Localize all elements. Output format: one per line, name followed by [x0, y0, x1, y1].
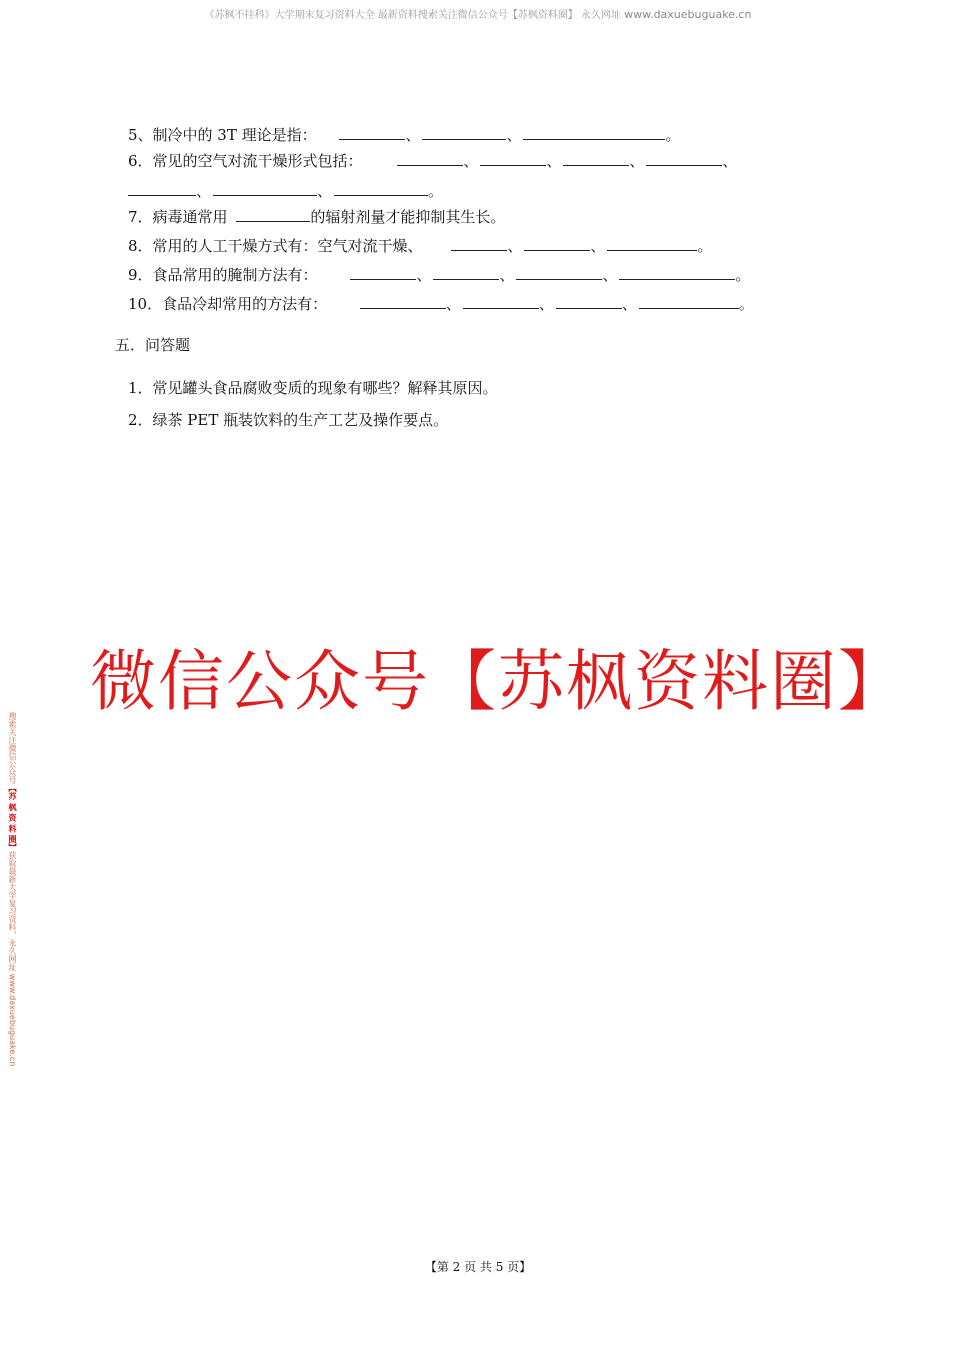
answer-blank[interactable] — [128, 180, 196, 196]
answer-blank[interactable] — [639, 293, 739, 309]
answer-blank[interactable] — [516, 264, 602, 280]
answer-blank[interactable] — [524, 235, 590, 251]
answer-blank[interactable] — [480, 150, 546, 166]
question-6: 6．常见的空气对流干燥形式包括： 、 、 、 、 — [128, 152, 738, 170]
answer-blank[interactable] — [236, 206, 310, 222]
question-6-cont: 、 、 。 — [128, 180, 443, 200]
answer-blank[interactable] — [339, 124, 405, 140]
question-8: 8．常用的人工干燥方式有：空气对流干燥、 、 、 。 — [128, 237, 713, 255]
question-7: 7．病毒通常用 的辐射剂量才能抑制其生长。 — [128, 208, 506, 226]
answer-blank[interactable] — [607, 235, 697, 251]
answer-blank[interactable] — [556, 293, 622, 309]
essay-question-1: 1．常见罐头食品腐败变质的现象有哪些？解释其原因。 — [128, 379, 498, 397]
header-url: www.daxuebuguake.cn — [624, 8, 752, 21]
watermark-text: 微信公众号【苏枫资料圈】 — [90, 643, 906, 720]
page-header — [0, 6, 956, 21]
question-5: 5、制冷中的 3T 理论是指： 、 、 。 — [128, 126, 681, 144]
essay-question-2: 2．绿茶 PET 瓶装饮料的生产工艺及操作要点。 — [128, 411, 449, 429]
answer-blank[interactable] — [334, 180, 428, 196]
answer-blank[interactable] — [619, 264, 735, 280]
page-footer: 【第 2 页 共 5 页】 — [424, 1260, 532, 1274]
answer-blank[interactable] — [422, 124, 506, 140]
side-watermark: 搜索关注微信公众号【苏 枫 资 料 圈】获取最新大学复习资料，永久网址 www.daxuebuguake.cn — [8, 712, 17, 1067]
answer-blank[interactable] — [350, 264, 416, 280]
answer-blank[interactable] — [397, 150, 463, 166]
question-9: 9．食品常用的腌制方法有： 、 、 、 。 — [128, 266, 751, 284]
answer-blank[interactable] — [523, 124, 665, 140]
answer-blank[interactable] — [463, 293, 539, 309]
answer-blank[interactable] — [563, 150, 629, 166]
section-heading: 五．问答题 — [115, 336, 191, 354]
answer-blank[interactable] — [360, 293, 446, 309]
answer-blank[interactable] — [213, 180, 317, 196]
answer-blank[interactable] — [646, 150, 722, 166]
answer-blank[interactable] — [451, 235, 507, 251]
answer-blank[interactable] — [433, 264, 499, 280]
question-10: 10．食品冷却常用的方法有： 、 、 、 。 — [128, 295, 754, 313]
header-text: 《苏枫不挂科》大学期末复习资料大全 最新资料搜索关注微信公众号【苏枫资料圈】 永久网址 — [204, 10, 621, 21]
